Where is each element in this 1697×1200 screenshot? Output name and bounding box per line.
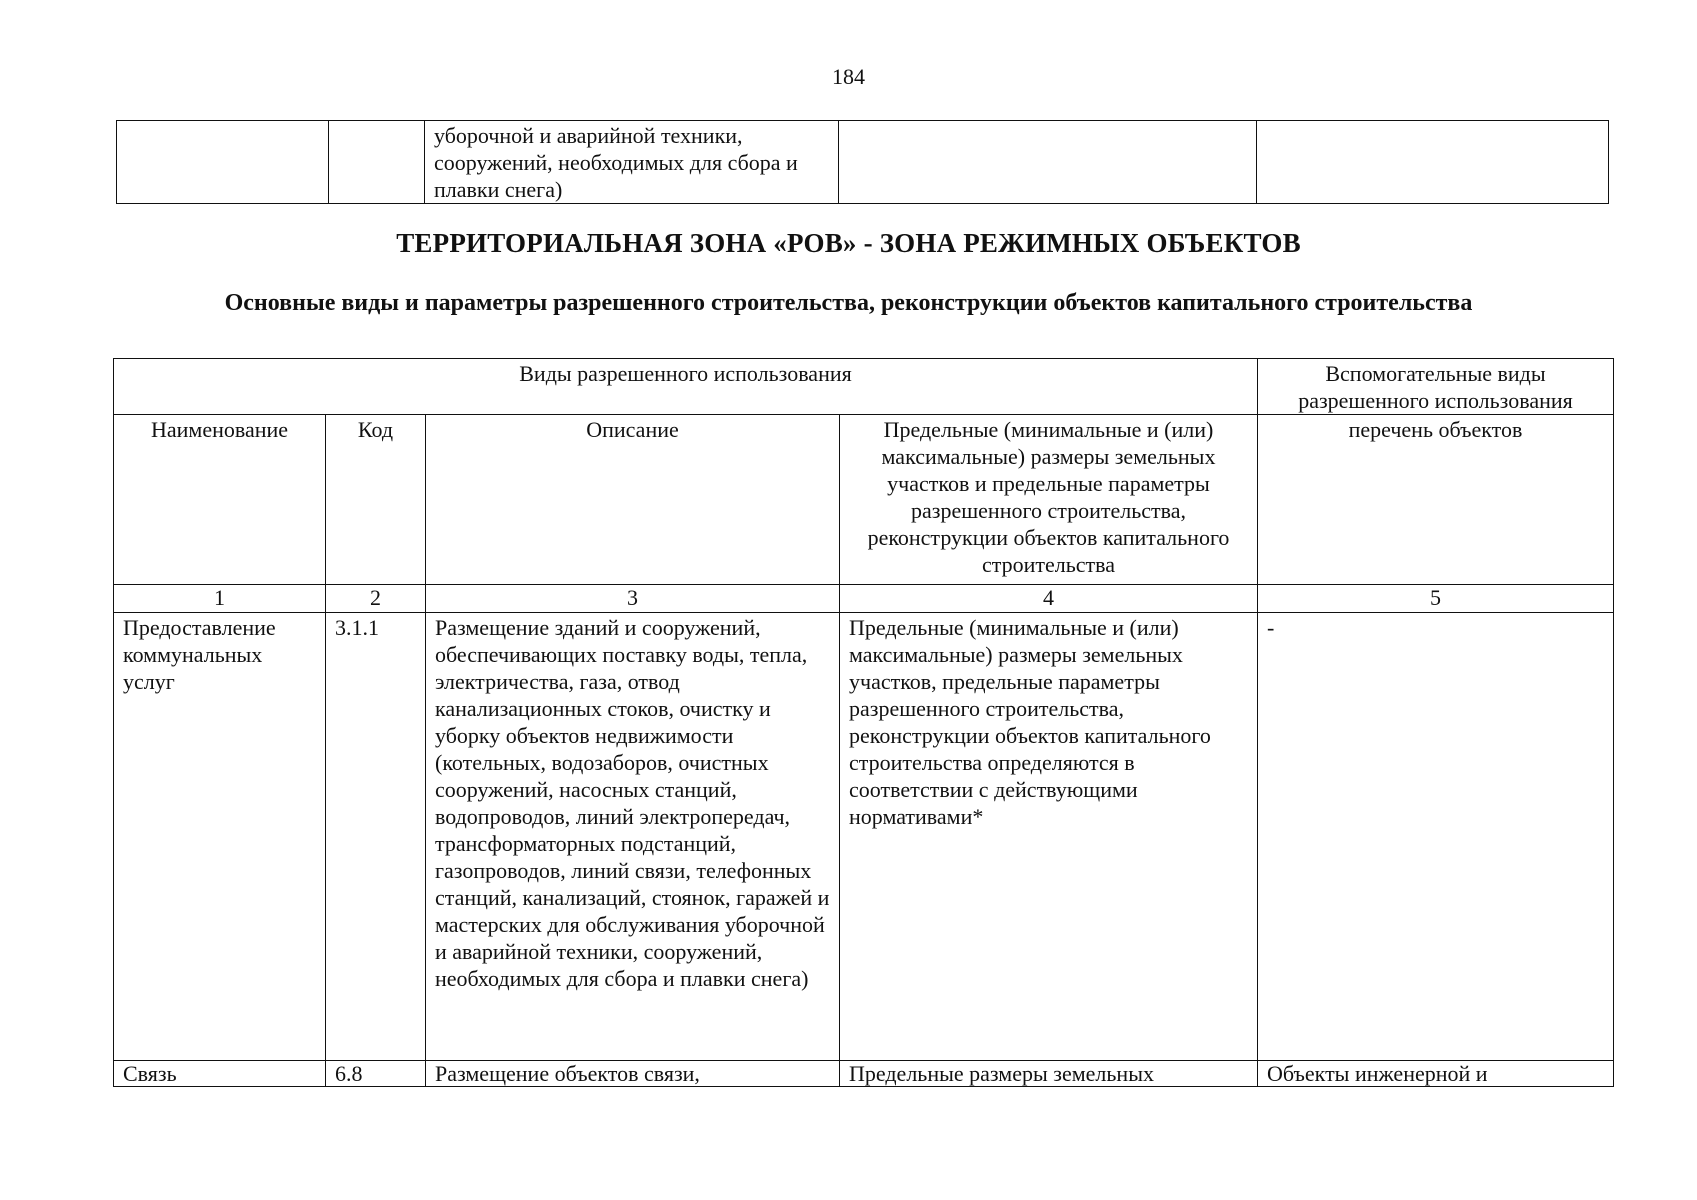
parameters-cell: Предельные (минимальные и (или) максимальные) размеры земельных участков, предельные параметры разрешенного строительства, реконструкции объектов капитального строительства определяются в соответствии с действующими нормативами* <box>840 613 1258 1061</box>
previous-table-continuation <box>116 120 1609 204</box>
column-header-description: Описание <box>426 415 840 585</box>
name-cell: Предоставление коммунальных услуг <box>114 613 326 1061</box>
column-header-row <box>114 415 1614 585</box>
description-cell: Размещение зданий и сооружений, обеспечивающих поставку воды, тепла, электричества, газа, отвод канализационных стоков, очистку и уборку объектов недвижимости (котельных, водозаборов, очистных сооружений, насосных станций, водопроводов, линий электропередач, трансформаторных подстанций, газопроводов, линий связи, телефонных станций, канализаций, стоянок, гаражей и мастерских для обслуживания уборочной и аварийной техники, сооружений, необходимых для сбора и плавки снега) <box>426 613 840 1061</box>
column-number: 5 <box>1258 585 1614 613</box>
column-header-name: Наименование <box>114 415 326 585</box>
name-cell <box>117 121 329 204</box>
code-cell: 6.8 <box>326 1061 426 1087</box>
column-number-row <box>114 585 1614 613</box>
name-cell: Связь <box>114 1061 326 1087</box>
page-number: 184 <box>832 64 865 89</box>
table-row <box>114 613 1614 1061</box>
table-header-row <box>114 359 1614 415</box>
aux-cell <box>1257 121 1609 204</box>
section-title: Основные виды и параметры разрешенного строительства, реконструкции объектов капитального строительства <box>224 290 1473 316</box>
code-cell <box>329 121 425 204</box>
code-cell: 3.1.1 <box>326 613 426 1061</box>
description-cell: уборочной и аварийной техники, сооружений, необходимых для сбора и плавки снега) <box>425 121 839 204</box>
parameters-cell <box>839 121 1257 204</box>
aux-cell: Объекты инженерной и <box>1258 1061 1614 1087</box>
column-header-objects: перечень объектов <box>1258 415 1614 585</box>
column-number: 1 <box>114 585 326 613</box>
table-row <box>114 1061 1614 1087</box>
permitted-use-table <box>113 358 1614 1087</box>
column-number: 3 <box>426 585 840 613</box>
column-number: 2 <box>326 585 426 613</box>
description-cell: Размещение объектов связи, <box>426 1061 840 1087</box>
zone-title: ТЕРРИТОРИАЛЬНАЯ ЗОНА «РОВ» - ЗОНА РЕЖИМНЫХ ОБЪЕКТОВ <box>396 228 1301 258</box>
aux-cell: - <box>1258 613 1614 1061</box>
parameters-cell: Предельные размеры земельных <box>840 1061 1258 1087</box>
column-header-parameters: Предельные (минимальные и (или) максимальные) размеры земельных участков и предельные параметры разрешенного строительства, реконструкции объектов капитального строительства <box>840 415 1258 585</box>
column-number: 4 <box>840 585 1258 613</box>
table-row <box>117 121 1609 204</box>
aux-header: Вспомогательные виды разрешенного использования <box>1258 359 1614 415</box>
column-header-code: Код <box>326 415 426 585</box>
group-header: Виды разрешенного использования <box>114 359 1258 415</box>
